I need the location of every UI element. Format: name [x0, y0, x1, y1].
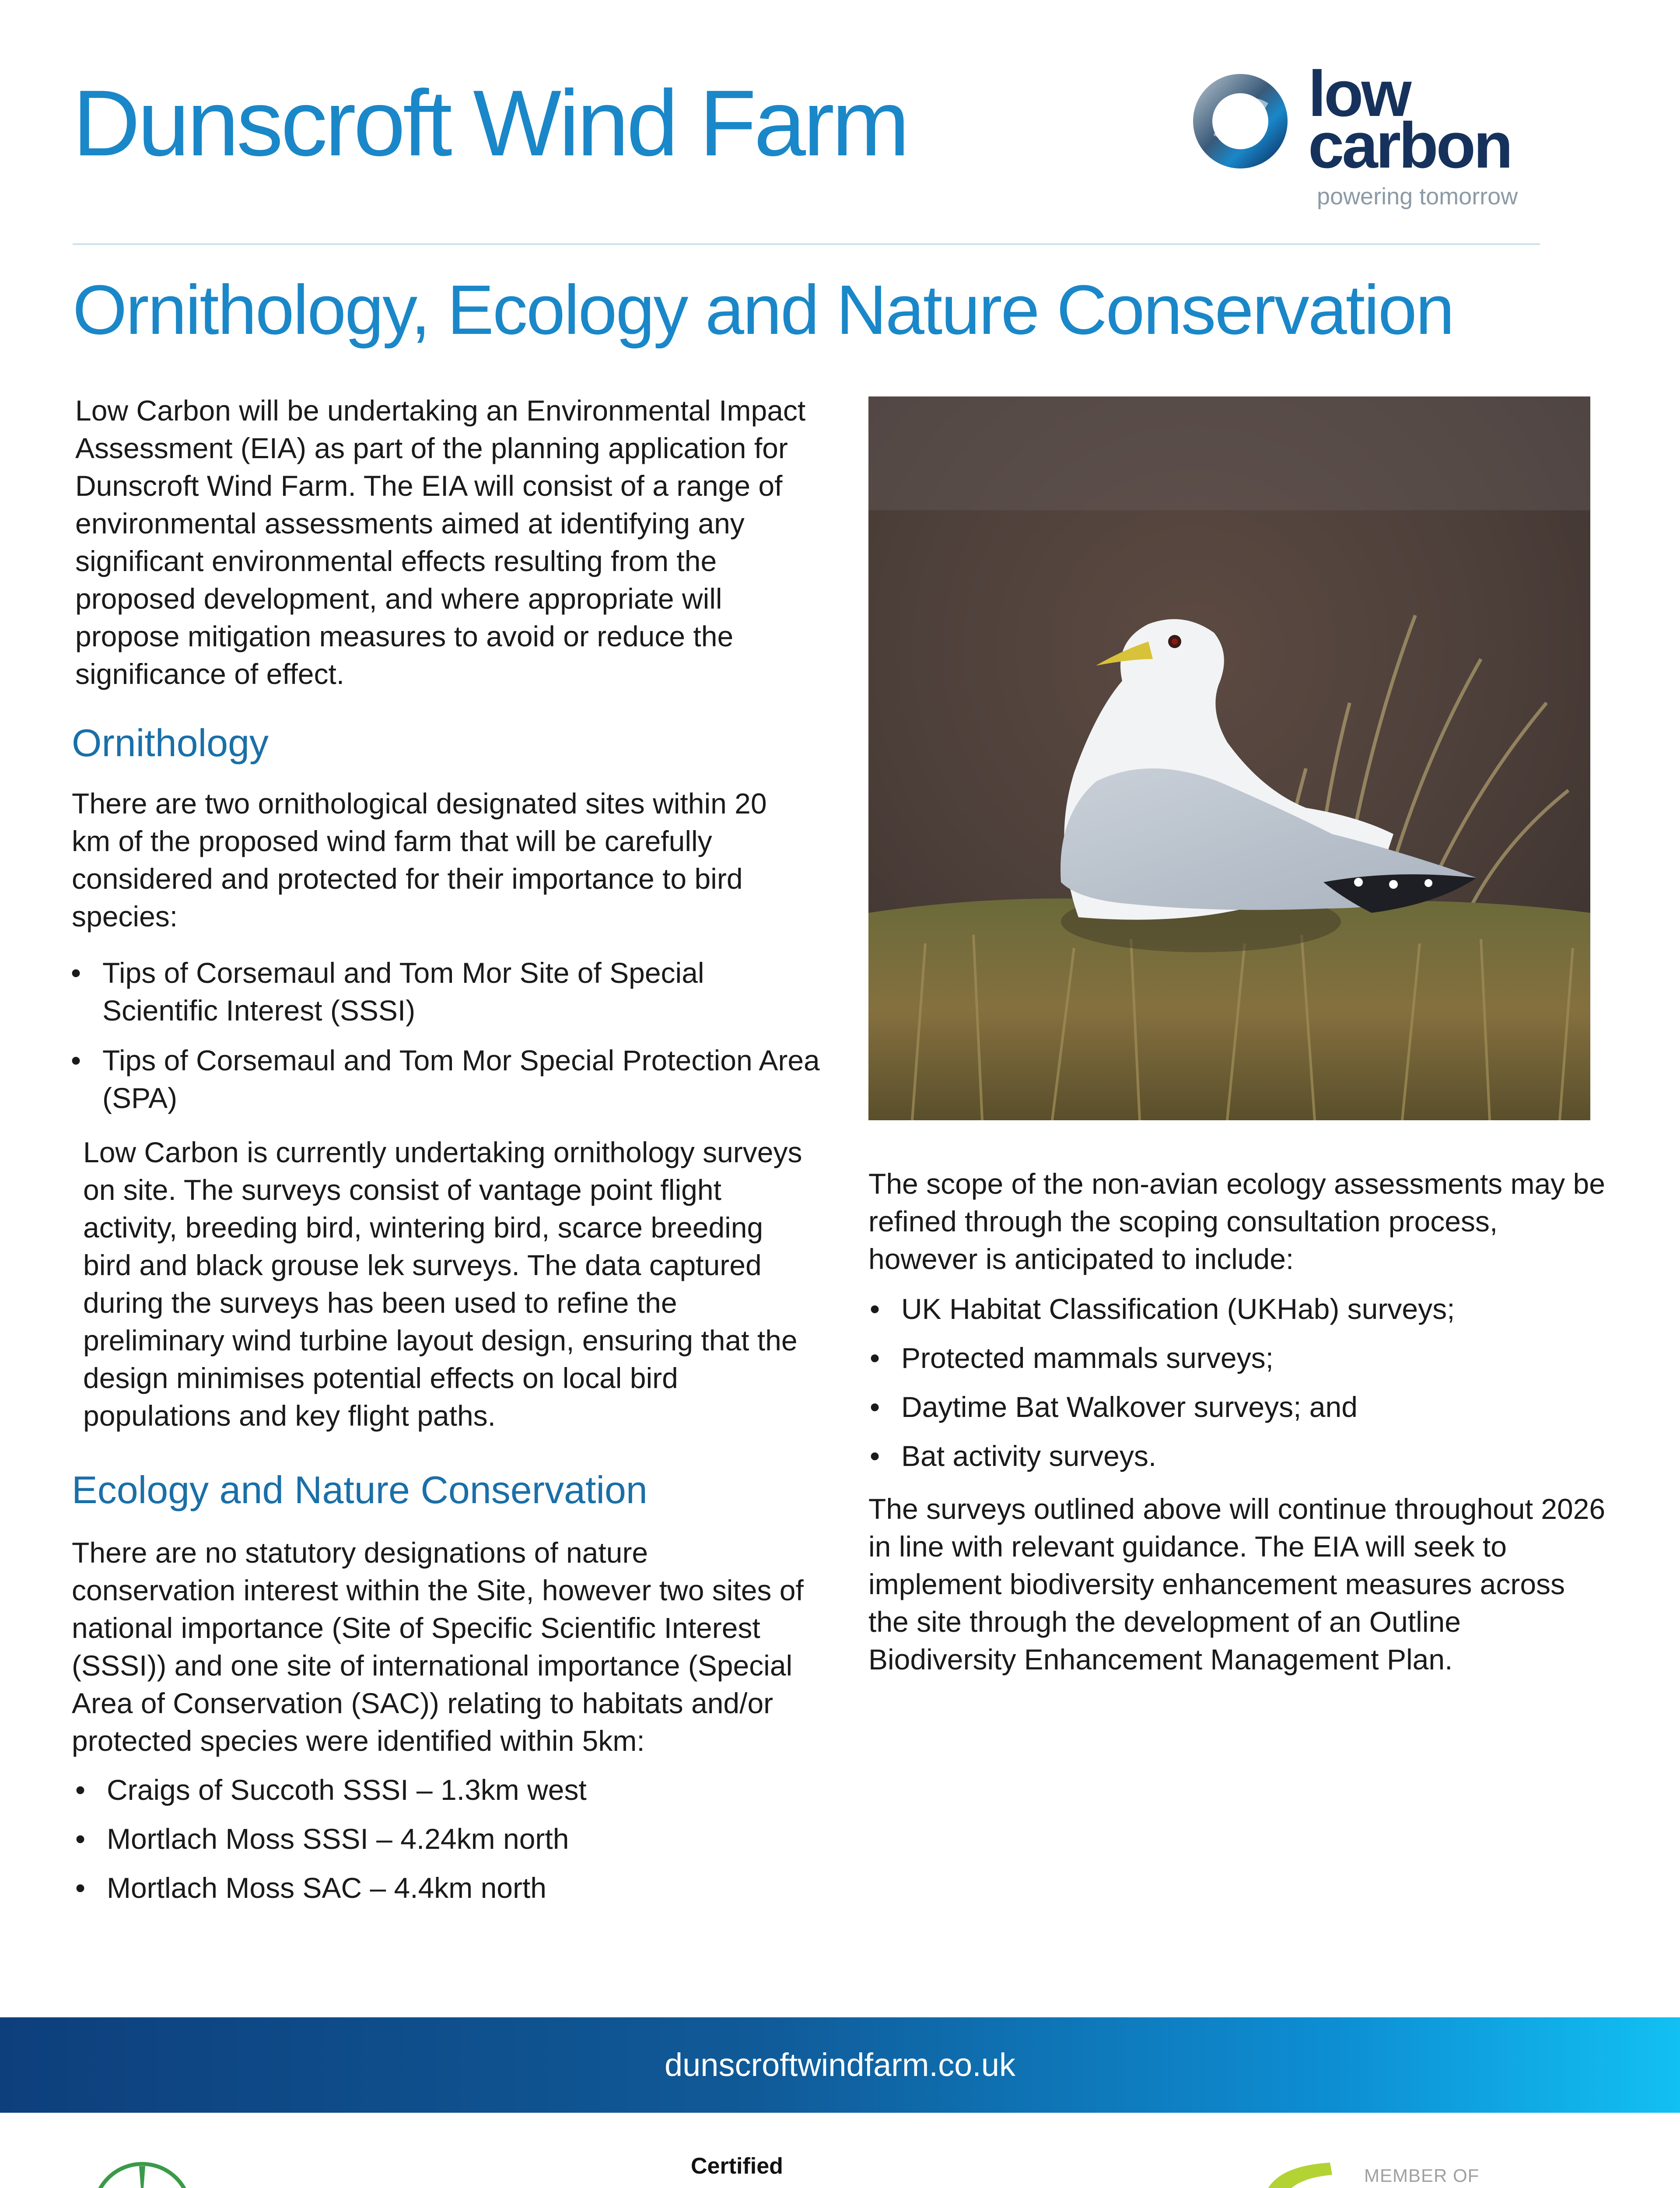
list-item: • Mortlach Moss SAC – 4.4km north — [72, 1869, 816, 1907]
intro-paragraph: Low Carbon will be undertaking an Environmental Impact Assessment (EIA) as part of the planning application for Dunscroft Wind Farm. The EIA will consist of a range of environmental assessments aimed at identifying any significant environmental effects resulting from the proposed development, and where appropriate will propose mitigation measures to avoid or reduce the significance of effect. — [75, 394, 806, 690]
bcorp-logo — [689, 2153, 995, 2188]
wind-turbine-icon — [88, 2157, 197, 2188]
ornithology-sites-list — [67, 954, 820, 1117]
page-title: Dunscroft Wind Farm — [73, 71, 907, 175]
logo-tagline: powering tomorrow — [1317, 183, 1518, 210]
list-item: • Craigs of Succoth SSSI – 1.3km west — [72, 1771, 816, 1809]
ornithology-body: Low Carbon is currently undertaking ornithology surveys on site. The surveys consist of vantage point flight activity, breeding bird, wintering bird, scarce breeding bird and black grouse lek surveys. The data captured during the surveys has been used to refine the preliminary wind turbine layout design, ensuring that the design minimises potential effects on local bird populations and key flight paths. — [83, 1136, 802, 1432]
list-item: • Tips of Corsemaul and Tom Mor Special Protection Area (SPA) — [67, 1041, 820, 1117]
list-item: • Daytime Bat Walkover surveys; and — [866, 1388, 1610, 1426]
list-item: • UK Habitat Classification (UKHab) surveys; — [866, 1290, 1610, 1328]
ecology-sites-list — [72, 1771, 816, 1907]
bcorp-certified-label: Certified — [691, 2153, 783, 2179]
website-link[interactable]: dunscroftwindfarm.co.uk — [664, 2047, 1015, 2083]
logo-word-carbon: carbon — [1308, 109, 1511, 182]
ornithology-lead: There are two ornithological designated sites within 20 km of the proposed wind farm that will be carefully considered and protected for their importance to bird species: — [72, 787, 767, 933]
ecology-surveys-list — [866, 1290, 1610, 1475]
list-item: • Mortlach Moss SSSI – 4.24km north — [72, 1820, 816, 1858]
sowdf-logo — [88, 2157, 525, 2188]
ornithology-heading: Ornithology — [72, 721, 269, 764]
closing-paragraph: The surveys outlined above will continue throughout 2026 in line with relevant guidance. The EIA will seek to implement biodiversity enhancement measures across the site through the development of an Outline Biodiversity Enhancement Management Plan. — [868, 1493, 1606, 1676]
swoosh-icon — [1256, 2157, 1343, 2188]
logo-word-low: low — [1308, 58, 1410, 130]
list-item: • Bat activity surveys. — [866, 1437, 1610, 1475]
gull-illustration — [868, 396, 1590, 1120]
scottish-renewables-logo — [1256, 2157, 1606, 2188]
sr-member-label: MEMBER OF — [1364, 2165, 1480, 2186]
ecology-lead: There are no statutory designations of nature conservation interest within the Site, however two sites of national importance (Site of Specific Scientific Interest (SSSI)) and one site of international importance (Special Area of Conservation (SAC)) relating to habitats and/or protected species were identified within 5km: — [72, 1536, 804, 1757]
header-divider — [73, 243, 1540, 245]
page-subtitle: Ornithology, Ecology and Nature Conservation — [73, 270, 1453, 349]
low-carbon-logo — [1190, 58, 1540, 214]
list-item: • Protected mammals surveys; — [866, 1339, 1610, 1377]
ecology-heading: Ecology and Nature Conservation — [72, 1468, 648, 1511]
low-carbon-ring-icon — [1190, 71, 1291, 172]
list-item: • Tips of Corsemaul and Tom Mor Site of Special Scientific Interest (SSSI) — [67, 954, 820, 1029]
ecology-scope-lead: The scope of the non-avian ecology assessments may be refined through the scoping consultation process, however is anticipated to include: — [868, 1168, 1605, 1275]
gull-photo — [868, 396, 1590, 1120]
